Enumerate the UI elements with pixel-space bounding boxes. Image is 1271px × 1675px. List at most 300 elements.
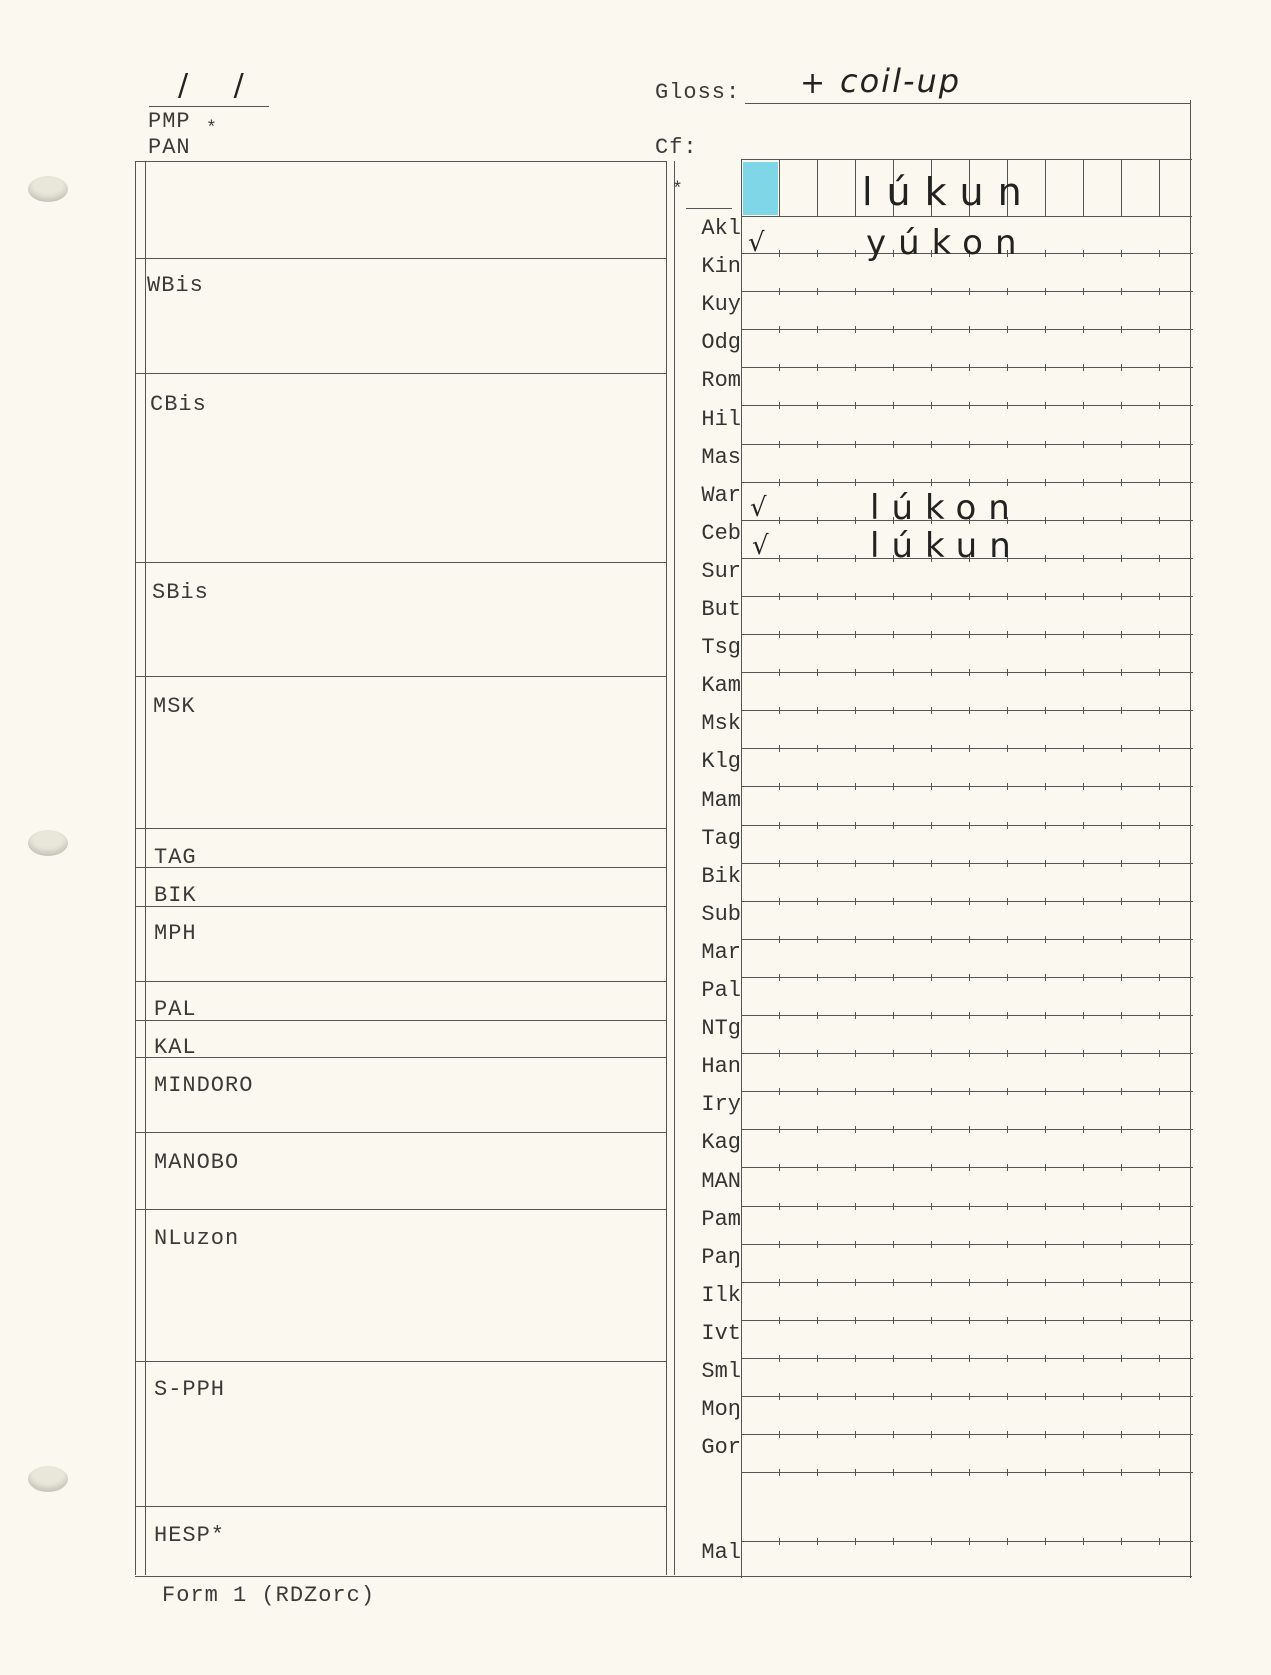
language-label: NTg [701, 1016, 741, 1042]
row-tick [1045, 1164, 1046, 1171]
row-tick [817, 288, 818, 295]
row-line [741, 1396, 1193, 1397]
row-tick [1159, 1279, 1160, 1286]
row-tick [893, 288, 894, 295]
row-line [741, 1129, 1193, 1130]
row-tick [1007, 1431, 1008, 1438]
language-label: Paŋ [701, 1244, 741, 1270]
row-tick [893, 364, 894, 371]
gloss-underline [745, 103, 1191, 104]
group-label-manobo: MANOBO [154, 1150, 240, 1175]
row-tick [969, 1241, 970, 1248]
row-tick [817, 1050, 818, 1057]
row-tick [1045, 1469, 1046, 1476]
row-tick [1007, 479, 1008, 486]
language-label: Pam [701, 1206, 741, 1232]
language-label: Tag [701, 825, 741, 851]
row-tick [1159, 479, 1160, 486]
row-tick [1007, 1469, 1008, 1476]
row-tick [1121, 364, 1122, 371]
row-tick [1121, 1164, 1122, 1171]
language-label: Ilk [701, 1282, 741, 1308]
row-tick [969, 1393, 970, 1400]
row-tick [1121, 1469, 1122, 1476]
row-tick [969, 1431, 970, 1438]
row-tick [931, 1088, 932, 1095]
row-tick [1159, 1241, 1160, 1248]
row-tick [855, 1050, 856, 1057]
row-tick [1007, 1050, 1008, 1057]
row-tick [1121, 631, 1122, 638]
row-tick [817, 1393, 818, 1400]
row-tick [931, 860, 932, 867]
row-tick [931, 669, 932, 676]
group-label-cbis: CBis [150, 392, 207, 417]
row-tick [1045, 402, 1046, 409]
row-tick [1083, 1012, 1084, 1019]
row-tick [1083, 326, 1084, 333]
row-tick [969, 1538, 970, 1545]
row-tick [779, 1393, 780, 1400]
row-tick [1159, 669, 1160, 676]
row-tick [817, 1538, 818, 1545]
row-tick [1007, 1241, 1008, 1248]
row-tick [1121, 250, 1122, 257]
row-tick [779, 1203, 780, 1210]
row-tick [1007, 288, 1008, 295]
grid-cell [1045, 160, 1084, 216]
row-tick [1121, 745, 1122, 752]
row-tick [931, 1126, 932, 1133]
row-tick [893, 1088, 894, 1095]
row-tick [1045, 1538, 1046, 1545]
row-tick [855, 441, 856, 448]
ceb-check: √ [752, 531, 781, 561]
language-label: Ivt [701, 1320, 741, 1346]
row-tick [969, 593, 970, 600]
row-tick [969, 288, 970, 295]
cf-label: Cf: [655, 135, 698, 160]
language-label: Kuy [701, 292, 741, 318]
row-tick [1121, 555, 1122, 562]
row-tick [1007, 441, 1008, 448]
row-tick [779, 898, 780, 905]
row-tick [1045, 1279, 1046, 1286]
row-tick [893, 1279, 894, 1286]
reconstruction-star: * [672, 180, 684, 200]
row-tick [931, 898, 932, 905]
row-tick [855, 1279, 856, 1286]
row-tick [931, 1203, 932, 1210]
row-tick [855, 745, 856, 752]
row-tick [1159, 898, 1160, 905]
row-tick [855, 898, 856, 905]
row-tick [1121, 707, 1122, 714]
language-label: Pal [701, 978, 741, 1003]
row-tick [1159, 1088, 1160, 1095]
row-line [741, 1320, 1193, 1321]
row-tick [969, 898, 970, 905]
row-tick [1159, 1431, 1160, 1438]
row-tick [969, 1317, 970, 1324]
row-tick [817, 517, 818, 524]
row-tick [931, 326, 932, 333]
row-tick [855, 1164, 856, 1171]
row-tick [1159, 1126, 1160, 1133]
row-tick [1159, 402, 1160, 409]
row-line [741, 1053, 1193, 1054]
row-tick [893, 1164, 894, 1171]
row-tick [779, 1355, 780, 1362]
row-tick [1007, 402, 1008, 409]
row-tick [931, 441, 932, 448]
row-tick [1083, 402, 1084, 409]
date-underline [149, 106, 269, 107]
row-tick [817, 402, 818, 409]
group-label-sbis: SBis [152, 580, 209, 605]
row-tick [1045, 707, 1046, 714]
row-tick [1007, 1279, 1008, 1286]
row-tick [855, 517, 856, 524]
grid-cell [1159, 160, 1198, 216]
row-tick [855, 1088, 856, 1095]
row-tick [969, 1355, 970, 1362]
row-tick [855, 669, 856, 676]
row-tick [817, 1126, 818, 1133]
row-tick [1083, 517, 1084, 524]
row-tick [931, 1393, 932, 1400]
row-tick [817, 1317, 818, 1324]
row-tick [1159, 1469, 1160, 1476]
language-label: Tsg [701, 635, 741, 661]
row-tick [931, 707, 932, 714]
row-tick [1045, 1393, 1046, 1400]
row-tick [893, 1317, 894, 1324]
row-tick [1045, 517, 1046, 524]
row-tick [779, 1241, 780, 1248]
row-tick [1159, 555, 1160, 562]
row-tick [1083, 1538, 1084, 1545]
akl-form: yúkon [866, 223, 1029, 263]
language-label: Ceb [701, 520, 741, 546]
row-line [741, 482, 1193, 483]
group-label-s-pph: S-PPH [154, 1377, 226, 1402]
row-tick [779, 936, 780, 943]
row-tick [779, 783, 780, 790]
language-label: Sub [701, 901, 741, 927]
row-tick [1083, 745, 1084, 752]
row-tick [1007, 631, 1008, 638]
row-tick [1007, 669, 1008, 676]
row-line [741, 1091, 1193, 1092]
row-tick [1159, 250, 1160, 257]
highlight-cell [743, 162, 778, 215]
row-tick [1045, 479, 1046, 486]
row-tick [779, 1431, 780, 1438]
row-line [741, 977, 1193, 978]
row-tick [779, 1317, 780, 1324]
row-tick [1121, 1241, 1122, 1248]
row-tick [779, 631, 780, 638]
grid-cell [1121, 160, 1160, 216]
row-tick [855, 479, 856, 486]
row-tick [1159, 517, 1160, 524]
row-tick [893, 1050, 894, 1057]
row-tick [779, 1012, 780, 1019]
row-tick [779, 1469, 780, 1476]
row-tick [1007, 326, 1008, 333]
row-tick [855, 1241, 856, 1248]
row-tick [779, 707, 780, 714]
row-tick [969, 1203, 970, 1210]
row-tick [969, 479, 970, 486]
row-tick [1083, 974, 1084, 981]
row-tick [1045, 593, 1046, 600]
language-label: Kin [701, 254, 741, 280]
row-tick [931, 1279, 932, 1286]
row-tick [969, 1279, 970, 1286]
row-tick [893, 745, 894, 752]
row-tick [817, 1088, 818, 1095]
row-tick [1045, 1241, 1046, 1248]
row-tick [1083, 1469, 1084, 1476]
reconstruction-form: lúkun [862, 170, 1036, 214]
row-tick [1007, 822, 1008, 829]
row-tick [1045, 745, 1046, 752]
war-form: lúkon [870, 488, 1022, 528]
row-tick [855, 783, 856, 790]
row-tick [1121, 593, 1122, 600]
row-tick [817, 326, 818, 333]
row-tick [779, 822, 780, 829]
row-tick [969, 936, 970, 943]
row-tick [1121, 479, 1122, 486]
row-tick [779, 593, 780, 600]
row-tick [1083, 250, 1084, 257]
language-label: Moŋ [701, 1397, 741, 1423]
row-tick [1083, 1088, 1084, 1095]
row-tick [893, 593, 894, 600]
row-tick [817, 1012, 818, 1019]
row-tick [817, 1469, 818, 1476]
language-label: Bik [701, 863, 741, 889]
row-tick [893, 1241, 894, 1248]
row-tick [1045, 1126, 1046, 1133]
row-tick [817, 1241, 818, 1248]
row-tick [855, 1203, 856, 1210]
row-tick [931, 288, 932, 295]
row-tick [1083, 707, 1084, 714]
row-tick [855, 860, 856, 867]
row-tick [817, 631, 818, 638]
row-tick [779, 402, 780, 409]
language-label: Akl [701, 216, 741, 241]
form-label: Form 1 (RDZorc) [162, 1583, 376, 1608]
row-tick [1159, 326, 1160, 333]
language-label: Mas [701, 444, 741, 470]
row-tick [817, 707, 818, 714]
group-label-tag: TAG [154, 845, 197, 870]
row-tick [969, 1088, 970, 1095]
row-tick [779, 1050, 780, 1057]
row-tick [779, 250, 780, 257]
row-tick [1121, 1279, 1122, 1286]
row-tick [1121, 1203, 1122, 1210]
row-tick [931, 1538, 932, 1545]
group-label-nluzon: NLuzon [154, 1226, 240, 1251]
language-label: Rom [701, 368, 741, 394]
binder-hole-middle [28, 830, 68, 856]
row-tick [1159, 364, 1160, 371]
row-tick [931, 479, 932, 486]
row-tick [969, 631, 970, 638]
group-label-bik: BIK [154, 883, 197, 908]
row-tick [1083, 860, 1084, 867]
row-tick [969, 669, 970, 676]
row-tick [893, 1393, 894, 1400]
row-tick [1045, 288, 1046, 295]
war-check: √ [750, 493, 779, 523]
row-tick [855, 707, 856, 714]
row-tick [1121, 1050, 1122, 1057]
row-line [741, 1206, 1193, 1207]
row-tick [1159, 1393, 1160, 1400]
row-tick [1007, 1203, 1008, 1210]
row-tick [855, 1431, 856, 1438]
row-tick [931, 1355, 932, 1362]
row-tick [969, 1126, 970, 1133]
row-tick [893, 326, 894, 333]
row-tick [931, 1431, 932, 1438]
row-tick [1121, 936, 1122, 943]
row-tick [1121, 860, 1122, 867]
row-tick [1159, 1164, 1160, 1171]
row-tick [1045, 822, 1046, 829]
row-tick [817, 479, 818, 486]
gloss-label: Gloss: [655, 80, 741, 105]
language-label: Kam [701, 673, 741, 699]
row-tick [931, 745, 932, 752]
row-tick [817, 936, 818, 943]
row-tick [855, 326, 856, 333]
row-tick [1007, 707, 1008, 714]
row-tick [779, 288, 780, 295]
row-tick [1159, 745, 1160, 752]
row-tick [893, 1203, 894, 1210]
row-tick [817, 745, 818, 752]
row-tick [1083, 1050, 1084, 1057]
date-slashes: / / [178, 68, 262, 103]
row-tick [779, 441, 780, 448]
row-tick [1045, 441, 1046, 448]
row-line [741, 596, 1193, 597]
row-tick [855, 936, 856, 943]
row-tick [1045, 326, 1046, 333]
row-tick [1045, 860, 1046, 867]
row-tick [1007, 1317, 1008, 1324]
row-line [741, 444, 1193, 445]
row-tick [817, 555, 818, 562]
row-tick [893, 1126, 894, 1133]
row-tick [817, 783, 818, 790]
row-tick [1045, 1431, 1046, 1438]
row-tick [893, 402, 894, 409]
language-label: Klg [701, 749, 741, 775]
language-label: Sur [701, 558, 741, 584]
group-label-wbis: WBis [147, 273, 204, 298]
language-label: Gor [701, 1435, 741, 1461]
row-tick [1121, 1355, 1122, 1362]
row-line [741, 825, 1193, 826]
row-tick [779, 1538, 780, 1545]
row-tick [779, 1164, 780, 1171]
row-tick [893, 1355, 894, 1362]
row-tick [817, 1203, 818, 1210]
row-tick [969, 402, 970, 409]
row-tick [855, 1355, 856, 1362]
binder-hole-top [28, 176, 68, 202]
row-tick [779, 517, 780, 524]
row-line [741, 1282, 1193, 1283]
row-tick [1121, 441, 1122, 448]
row-tick [969, 1164, 970, 1171]
language-label: Msk [701, 711, 741, 737]
row-tick [1121, 1317, 1122, 1324]
row-tick [1007, 783, 1008, 790]
row-tick [1045, 1355, 1046, 1362]
row-tick [855, 631, 856, 638]
row-tick [779, 1279, 780, 1286]
group-label-mph: MPH [154, 921, 197, 946]
row-tick [893, 974, 894, 981]
row-tick [1007, 974, 1008, 981]
row-tick [1159, 1050, 1160, 1057]
row-tick [931, 1050, 932, 1057]
row-tick [1159, 631, 1160, 638]
row-tick [931, 783, 932, 790]
row-tick [779, 1088, 780, 1095]
row-tick [969, 745, 970, 752]
row-tick [893, 936, 894, 943]
row-line [741, 634, 1193, 635]
group-label-kal: KAL [154, 1035, 197, 1060]
row-tick [817, 1355, 818, 1362]
row-line [741, 367, 1193, 368]
row-tick [817, 860, 818, 867]
row-tick [1121, 1126, 1122, 1133]
row-tick [855, 402, 856, 409]
row-tick [893, 631, 894, 638]
row-tick [855, 1126, 856, 1133]
row-tick [1045, 1317, 1046, 1324]
row-line [741, 710, 1193, 711]
row-tick [1007, 1164, 1008, 1171]
row-tick [1083, 631, 1084, 638]
row-tick [855, 250, 856, 257]
reconstruction-blank [686, 208, 732, 209]
row-tick [1045, 555, 1046, 562]
row-tick [1121, 288, 1122, 295]
group-label-hesp: HESP* [154, 1523, 226, 1548]
row-tick [931, 1012, 932, 1019]
row-tick [969, 441, 970, 448]
row-tick [817, 974, 818, 981]
row-tick [969, 974, 970, 981]
row-tick [1007, 860, 1008, 867]
row-tick [1159, 1538, 1160, 1545]
row-tick [969, 1469, 970, 1476]
row-tick [1121, 669, 1122, 676]
